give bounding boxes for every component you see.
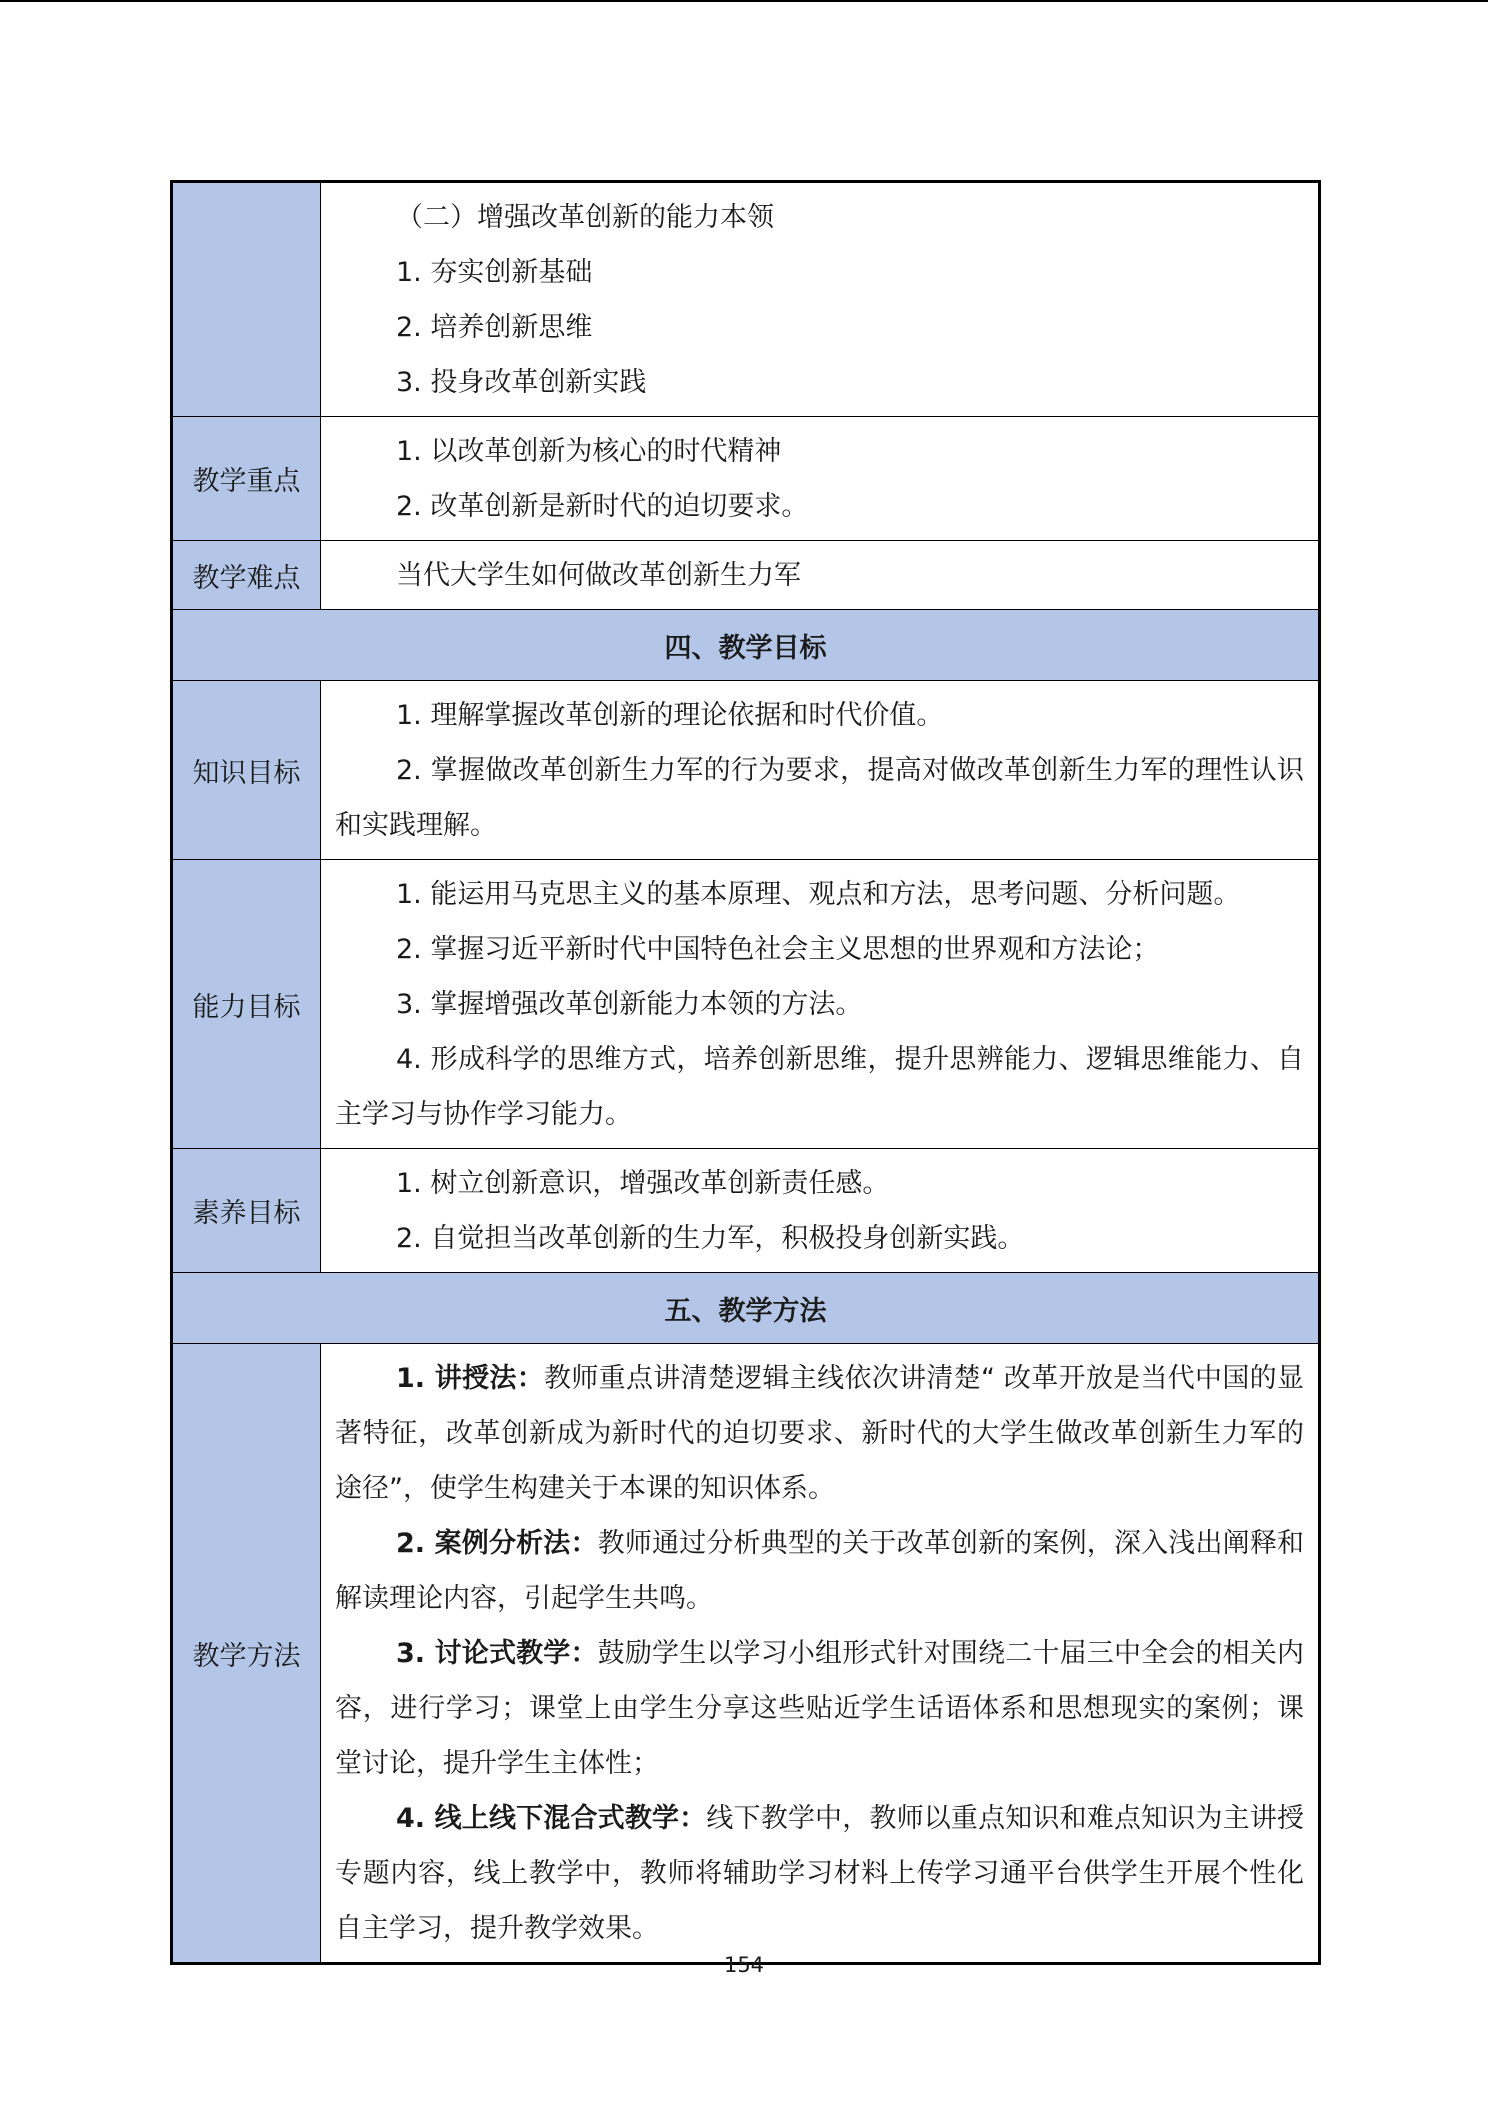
row-teaching-methods — [172, 1344, 1320, 1964]
top-border-line — [0, 0, 1488, 2]
row-section4-heading — [172, 610, 1320, 681]
row-content-literacy — [321, 1149, 1320, 1273]
row-content-difficult-points — [321, 541, 1320, 610]
text-line: 4. 形成科学的思维方式，培养创新思维，提升思辨能力、逻辑思维能力、自主学习与协作学习能力。 — [335, 1044, 1304, 1130]
text-line: 2. 改革创新是新时代的迫切要求。 — [396, 491, 809, 522]
row-label-knowledge: 知识目标 — [172, 681, 321, 860]
text-line: 1. 以改革创新为核心的时代精神 — [396, 436, 782, 467]
row-content-ability — [321, 860, 1320, 1149]
text-line: 2. 自觉担当改革创新的生力军，积极投身创新实践。 — [396, 1223, 1025, 1254]
text-line: （二）增强改革创新的能力本领 — [396, 202, 774, 233]
text-line: 1. 理解掌握改革创新的理论依据和时代价值。 — [396, 700, 944, 731]
text-line: 当代大学生如何做改革创新生力军 — [396, 560, 801, 591]
row-label-literacy: 素养目标 — [172, 1149, 321, 1273]
row-literacy-objectives — [172, 1149, 1320, 1273]
text-line: 1. 树立创新意识，增强改革创新责任感。 — [396, 1168, 890, 1199]
row-ability-objectives — [172, 860, 1320, 1149]
row-key-points — [172, 417, 1320, 541]
row-knowledge-objectives — [172, 681, 1320, 860]
text-line: 2. 掌握做改革创新生力军的行为要求，提高对做改革创新生力军的理性认识和实践理解。 — [335, 755, 1304, 841]
row-content-key-points — [321, 417, 1320, 541]
row-label-empty — [172, 182, 321, 417]
method-paragraph — [335, 1351, 1304, 1516]
method-body: 教师重点讲清楚逻辑主线依次讲清楚“ 改革开放是当代中国的显著特征，改革创新成为新时代的迫切要求、新时代的大学生做改革创新生力军的途径”，使学生构建关于本课的知识体系。 — [335, 1363, 1304, 1504]
row-label-key-points: 教学重点 — [172, 417, 321, 541]
method-heading: 1. 讲授法： — [396, 1363, 545, 1394]
method-body: 线下教学中，教师以重点知识和难点知识为主讲授专题内容，线上教学中，教师将辅助学习材料上传学习通平台供学生开展个性化自主学习，提升教学效果。 — [335, 1803, 1304, 1944]
lesson-plan-table — [170, 180, 1321, 1965]
method-heading: 2. 案例分析法： — [396, 1528, 598, 1559]
method-paragraph — [335, 1516, 1304, 1626]
row-label-difficult-points: 教学难点 — [172, 541, 321, 610]
row-content-continued — [321, 182, 1320, 417]
section-title-teaching-objectives: 四、教学目标 — [172, 610, 1320, 681]
row-continued — [172, 182, 1320, 417]
row-content-methods — [321, 1344, 1320, 1964]
text-line: 2. 培养创新思维 — [396, 312, 593, 343]
method-paragraph — [335, 1626, 1304, 1791]
text-line: 3. 掌握增强改革创新能力本领的方法。 — [396, 989, 863, 1020]
text-line: 1. 能运用马克思主义的基本原理、观点和方法，思考问题、分析问题。 — [396, 879, 1241, 910]
page-number: 154 — [723, 1953, 765, 1977]
row-label-ability: 能力目标 — [172, 860, 321, 1149]
section-title-teaching-methods: 五、教学方法 — [172, 1273, 1320, 1344]
method-paragraph — [335, 1791, 1304, 1956]
method-body: 鼓励学生以学习小组形式针对围绕二十届三中全会的相关内容，进行学习；课堂上由学生分享这些贴近学生话语体系和思想现实的案例；课堂讨论，提升学生主体性； — [335, 1638, 1305, 1779]
method-heading: 3. 讨论式教学： — [396, 1638, 598, 1669]
row-difficult-points — [172, 541, 1320, 610]
text-line: 2. 掌握习近平新时代中国特色社会主义思想的世界观和方法论； — [396, 934, 1160, 965]
method-heading: 4. 线上线下混合式教学： — [396, 1803, 707, 1834]
row-content-knowledge — [321, 681, 1320, 860]
row-label-methods: 教学方法 — [172, 1344, 321, 1964]
method-body: 教师通过分析典型的关于改革创新的案例，深入浅出阐释和解读理论内容，引起学生共鸣。 — [335, 1528, 1305, 1614]
row-section5-heading — [172, 1273, 1320, 1344]
text-line: 1. 夯实创新基础 — [396, 257, 593, 288]
text-line: 3. 投身改革创新实践 — [396, 367, 647, 398]
